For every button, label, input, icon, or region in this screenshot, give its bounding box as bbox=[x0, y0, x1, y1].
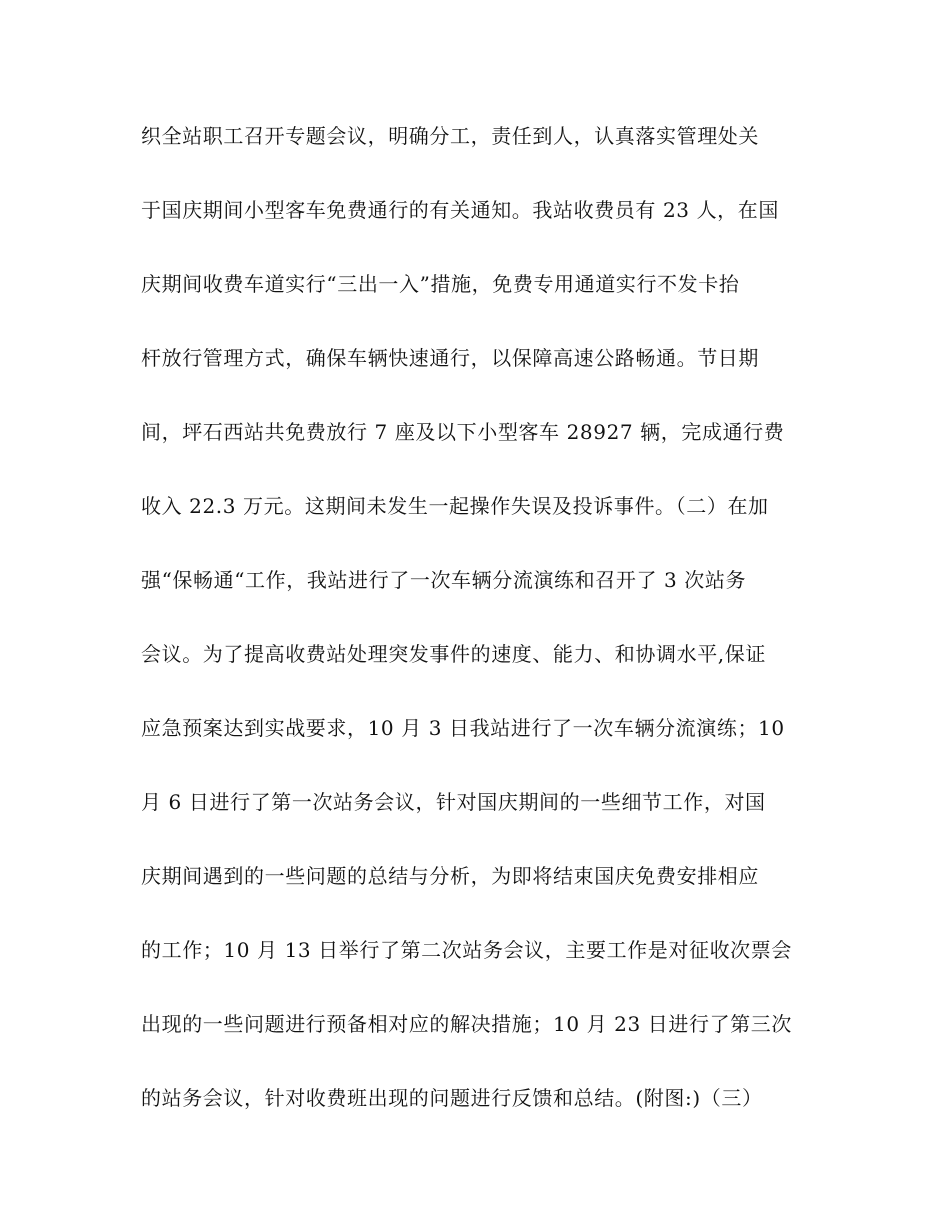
text-line: 的站务会议，针对收费班出现的问题进行反馈和总结。(附图:)（三） bbox=[141, 1086, 763, 1110]
text-line: 庆期间收费车道实行“三出一入”措施，免费专用通道实行不发卡抬 bbox=[141, 272, 740, 296]
text-line: 于国庆期间小型客车免费通行的有关通知。我站收费员有 23 人，在国 bbox=[141, 198, 779, 222]
text-line: 会议。为了提高收费站处理突发事件的速度、能力、和协调水平,保证 bbox=[141, 642, 766, 666]
text-line: 出现的一些问题进行预备相对应的解决措施；10 月 23 日进行了第三次 bbox=[141, 1012, 792, 1036]
text-line: 的工作；10 月 13 日举行了第二次站务会议，主要工作是对征收次票会 bbox=[141, 938, 792, 962]
text-line: 间，坪石西站共免费放行 7 座及以下小型客车 28927 辆，完成通行费 bbox=[141, 420, 785, 444]
text-line: 庆期间遇到的一些问题的总结与分析，为即将结束国庆免费安排相应 bbox=[141, 864, 759, 888]
text-line: 收入 22.3 万元。这期间未发生一起操作失误及投诉事件。（二）在加 bbox=[141, 494, 769, 518]
text-line: 月 6 日进行了第一次站务会议，针对国庆期间的一些细节工作，对国 bbox=[141, 790, 766, 814]
text-line: 应急预案达到实战要求，10 月 3 日我站进行了一次车辆分流演练；10 bbox=[141, 716, 785, 740]
body-paragraph bbox=[141, 117, 821, 1153]
text-line: 杆放行管理方式，确保车辆快速通行，以保障高速公路畅通。节日期 bbox=[141, 346, 759, 370]
text-line: 强“保畅通“工作，我站进行了一次车辆分流演练和召开了 3 次站务 bbox=[141, 568, 747, 592]
text-line: 织全站职工召开专题会议，明确分工，责任到人，认真落实管理处关 bbox=[141, 124, 759, 148]
